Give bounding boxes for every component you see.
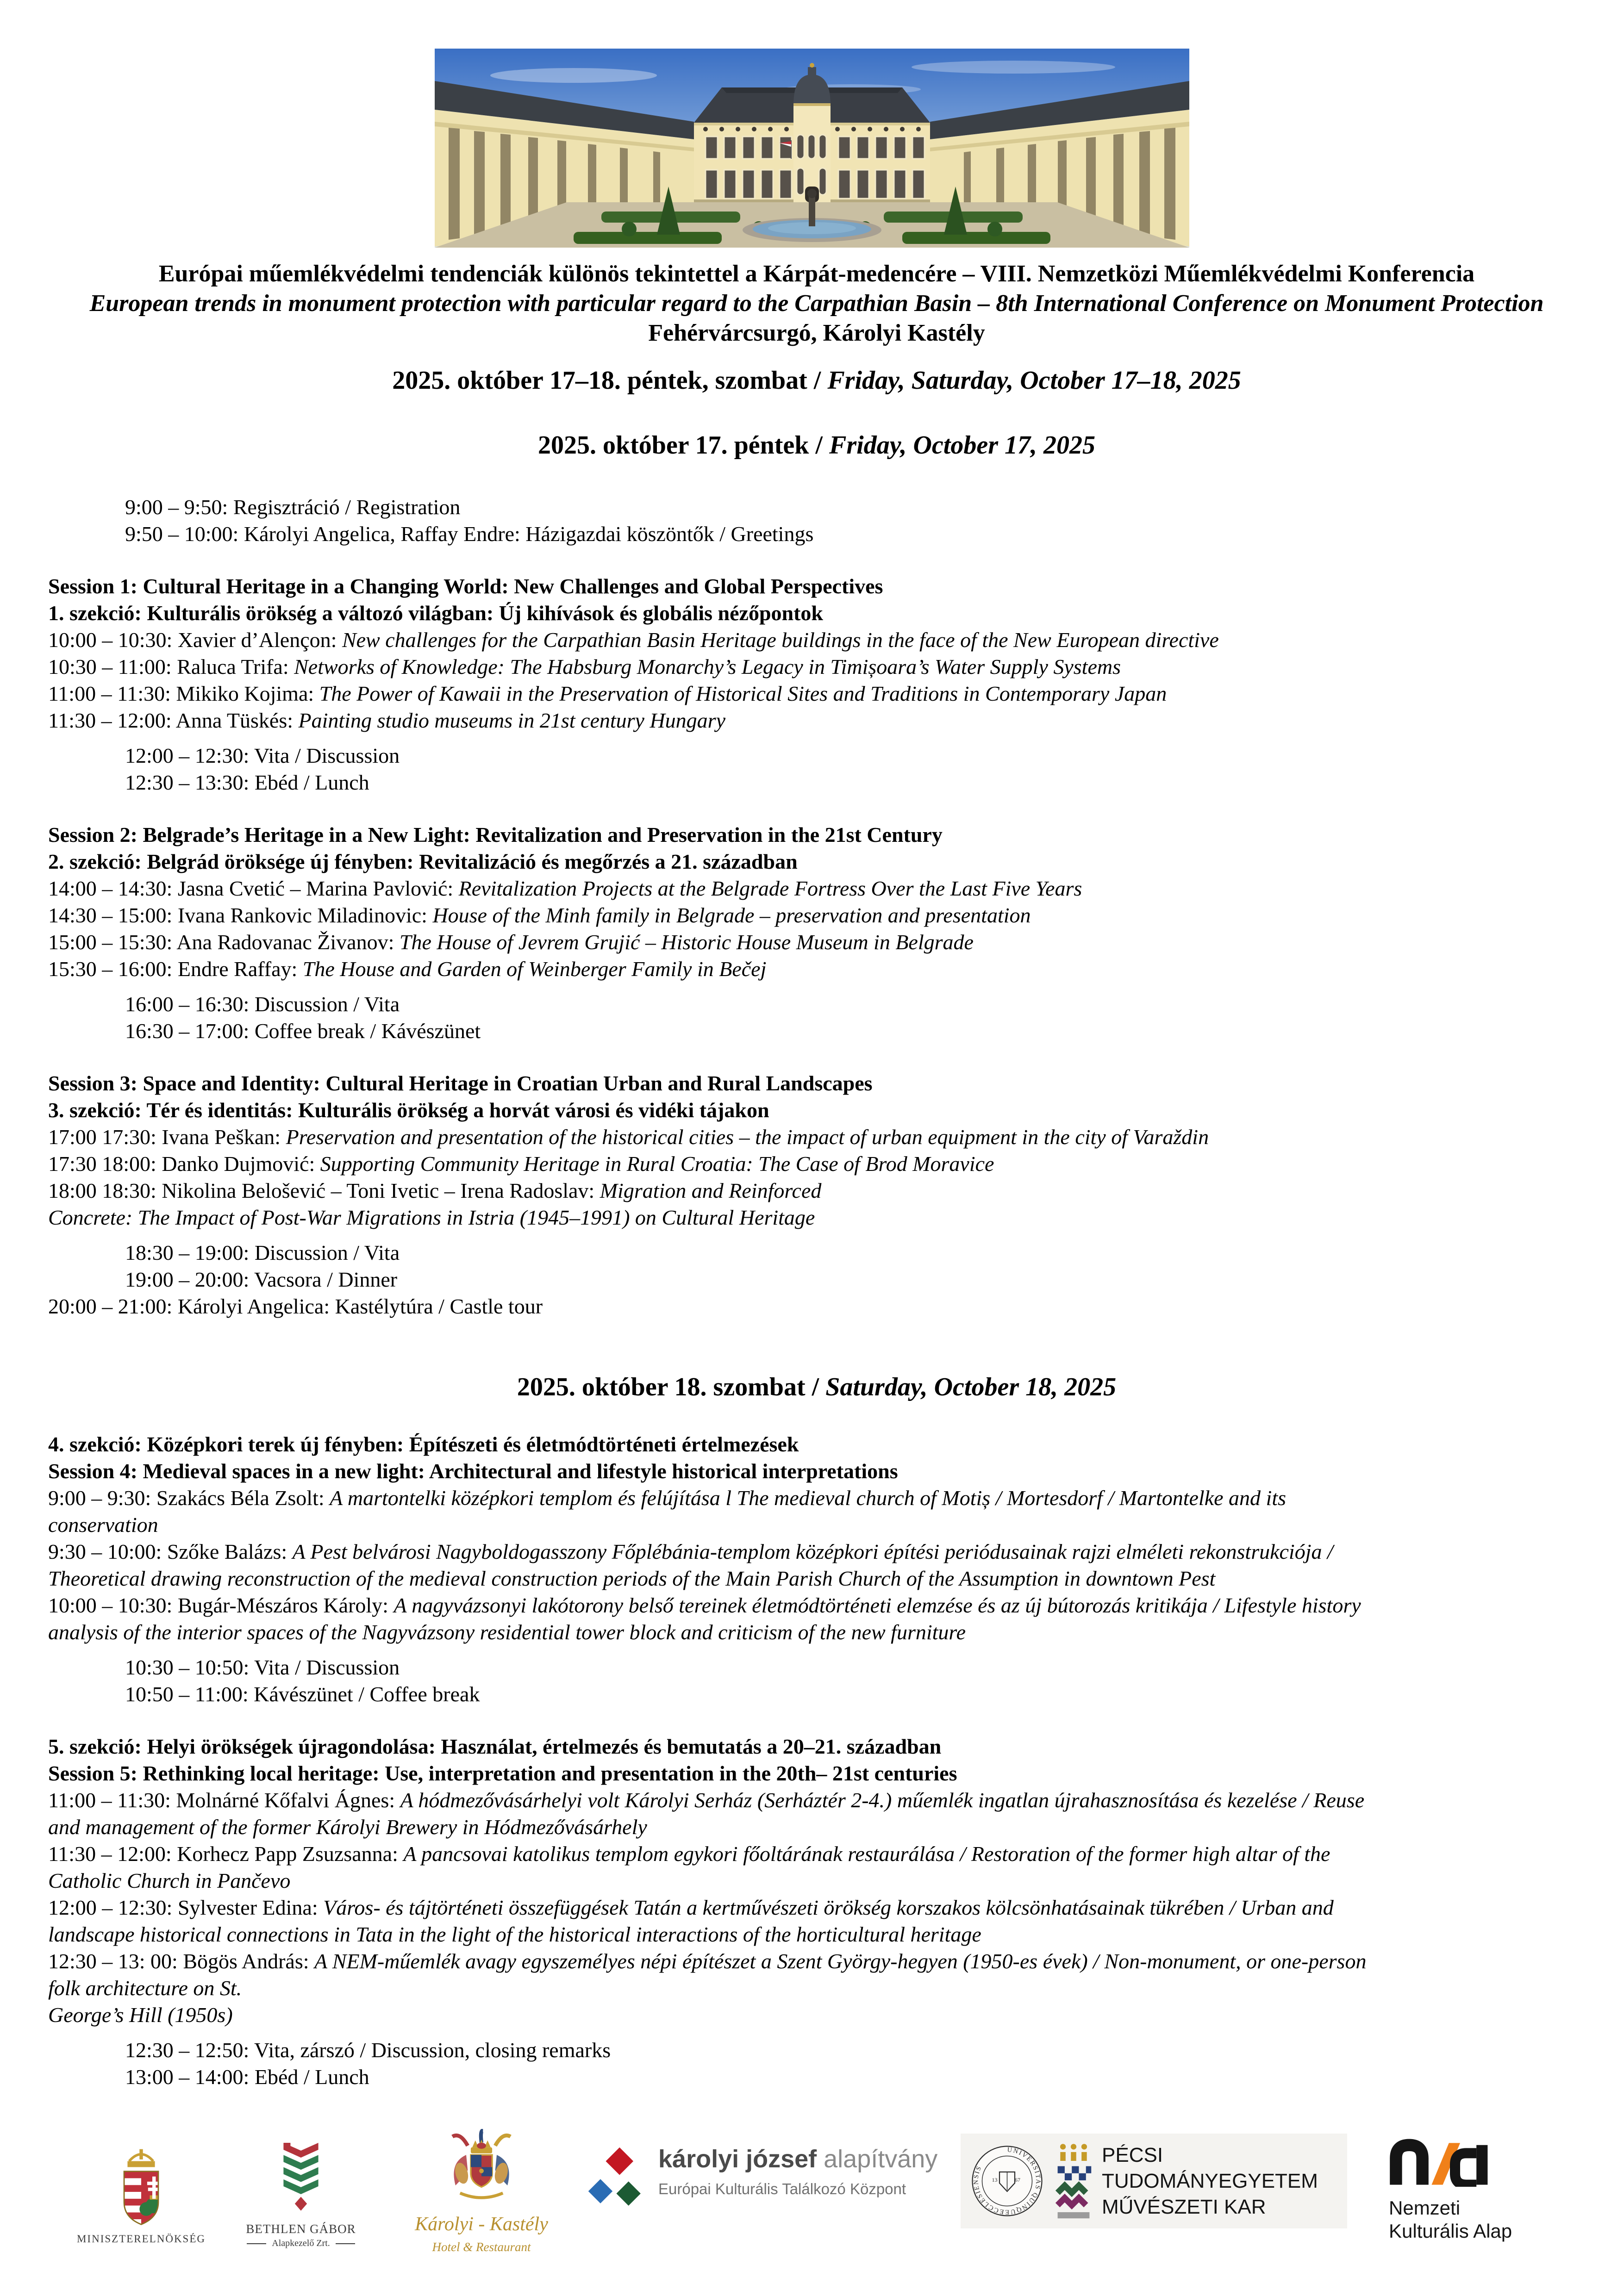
text-segment: 12:30 – 12:50: Vita, zárszó / Discussion, closing remarks [125,2038,611,2062]
talk-continuation [48,2002,1585,2028]
text-segment: Catholic Church in Pančevo [48,1869,291,1892]
text-segment: Theoretical drawing reconstruction of the medieval construction periods of the Main Parish Church of the Assumption in downtown Pest [48,1567,1216,1590]
program-content [48,259,1585,2091]
text-segment: 10:30 – 11:00: Raluca Trifa: [48,655,294,678]
conference-dates [48,364,1585,397]
pte-line3: MŰVÉSZETI KAR [1102,2195,1266,2218]
talk-line [48,1538,1585,1565]
schedule-line [48,991,1585,1018]
talk-continuation [48,1565,1585,1592]
talk-line [48,1894,1585,1921]
talk-line [48,1948,1585,1975]
nka-line2: Kulturális Alap [1389,2220,1512,2242]
dates-en: Friday, Saturday, October 17–18, 2025 [827,366,1241,395]
text-segment: 4. szekció: Középkori terek új fényben: Építészeti és életmódtörténeti értelmezések [48,1432,799,1456]
text-segment: folk architecture on St. [48,1976,242,2000]
spacer [48,461,1585,494]
talk-line [48,653,1585,680]
text-segment: The House of Jevrem Grujić – Historic House Museum in Belgrade [399,930,974,954]
text-segment: 5. szekció: Helyi örökségek újragondolása: Használat, értelmezés és bemutatás a 20–21. században [48,1735,942,1758]
logo-miniszterelnokseg [69,2147,213,2245]
text-segment: Supporting Community Heritage in Rural Croatia: The Case of Brod Moravice [320,1152,994,1176]
bethlen-gabor-ribbon-icon [281,2143,321,2216]
text-segment: House of the Minh family in Belgrade – preservation and presentation [432,903,1031,927]
talk-continuation [48,1512,1585,1538]
text-segment: A pancsovai katolikus templom egykori főoltárának restaurálása / Restoration of the former high altar of the [403,1842,1330,1866]
day-2-schedule [48,1431,1585,2091]
talk-continuation [48,1814,1585,1841]
logo-karolyi-jozsef-alapitvany [588,2145,977,2215]
day-1-schedule [48,494,1585,1320]
text-segment: 11:00 – 11:30: Mikiko Kojima: [48,682,319,705]
hungarian-coat-of-arms-icon [113,2147,169,2226]
pte-line1: PÉCSI [1102,2143,1163,2166]
kj-name-light: alapítvány [817,2145,938,2173]
text-segment: A NEM-műemlék avagy egyszemélyes népi építészet a Szent György-hegyen (1950-es évek) / Non-monument, or one-person [314,1949,1367,1973]
talk-continuation [48,1921,1585,1948]
talk-continuation [48,1867,1585,1894]
session-heading [48,821,1585,848]
day-2-header [48,1371,1585,1403]
spacer [48,796,1585,821]
conference-title-en: European trends in monument protection with particular regard to the Carpathian Basin – 8th International Conference on Monument Protection [89,290,1544,317]
schedule-line [48,1018,1585,1045]
text-segment: Session 3: Space and Identity: Cultural Heritage in Croatian Urban and Rural Landscapes [48,1071,873,1095]
talk-line [48,902,1585,929]
text-segment: 12:00 – 12:30: Vita / Discussion [125,744,400,767]
text-segment: 10:50 – 11:00: Kávészünet / Coffee break [125,1682,480,1706]
text-segment: conservation [48,1513,158,1537]
conference-title-hu: Európai műemlékvédelmi tendenciák különös tekintettel a Kárpát-medencére – VIII. Nemzetközi Műemlékvédelmi Konferencia [158,261,1475,287]
text-segment: 1. szekció: Kulturális örökség a változó világban: Új kihívások és globális nézőpontok [48,601,824,625]
logo-pte-muveszeti-kar [961,2134,1347,2228]
logo-label-bethlen: BETHLEN GÁBOR [246,2222,356,2236]
castle-photo [435,49,1189,248]
text-segment: 15:30 – 16:00: Endre Raffay: [48,957,303,981]
logo-karolyi-kastely [394,2129,569,2254]
text-segment: A martontelki középkori templom és felújítása l The medieval church of Motiș / Mortesdorf / Martontelke and its [330,1486,1287,1510]
text-segment: 11:30 – 12:00: Anna Tüskés: [48,709,299,732]
dates-hu: 2025. október 17–18. péntek, szombat / [392,366,828,395]
text-segment: analysis of the interior spaces of the Nagyvázsony residential tower block and criticism of the new furniture [48,1620,966,1644]
svg-text:13: 13 [992,2177,998,2183]
pte-wordmark [1102,2142,1318,2220]
text-segment: Preservation and presentation of the historical cities – the impact of urban equipment in the city of Varaždin [286,1125,1209,1149]
svg-text:67: 67 [1015,2177,1020,2183]
session-heading [48,573,1585,600]
text-segment: 16:00 – 16:30: Discussion / Vita [125,992,400,1016]
spacer [48,548,1585,573]
spacer [48,397,1585,429]
talk-continuation [48,1204,1585,1231]
schedule-line [48,1654,1585,1681]
castle-photo-illustration [435,49,1189,248]
session-heading [48,1097,1585,1124]
talk-line [48,1151,1585,1177]
talk-line [48,627,1585,653]
text-segment: Networks of Knowledge: The Habsburg Monarchy’s Legacy in Timișoara’s Water Supply Systems [294,655,1121,678]
text-segment: 14:00 – 14:30: Jasna Cvetić – Marina Pavlović: [48,877,459,900]
spacer [48,734,1585,742]
text-segment: 18:30 – 19:00: Discussion / Vita [125,1241,400,1264]
text-segment: 13:00 – 14:00: Ebéd / Lunch [125,2065,369,2089]
day-1-section [48,429,1585,1320]
text-segment: landscape historical connections in Tata in the light of the historical interactions of the horticultural heritage [48,1923,981,1946]
text-segment: Session 1: Cultural Heritage in a Changing World: New Challenges and Global Perspectives [48,574,883,598]
text-segment: A hódmezővásárhelyi volt Károlyi Serház (Serháztér 2-4.) műemlék ingatlan újrahasznosítása és kezelése / Reuse [400,1788,1365,1812]
day-1-header-hu: 2025. október 17. péntek / [538,431,829,460]
session-heading [48,1431,1585,1458]
schedule-line [48,742,1585,769]
sponsor-logos [0,2129,1624,2296]
session-heading [48,1733,1585,1760]
text-segment: 2. szekció: Belgrád öröksége új fényben: Revitalizáció és megőrzés a 21. században [48,850,798,873]
spacer [48,2028,1585,2037]
spacer [48,348,1585,364]
pte-line2: TUDOMÁNYEGYETEM [1102,2169,1318,2192]
talk-continuation [48,1619,1585,1646]
text-segment: 14:30 – 15:00: Ivana Rankovic Miladinovic: [48,903,433,927]
text-segment: 11:00 – 11:30: Molnárné Kőfalvi Ágnes: [48,1788,400,1812]
talk-line [48,875,1585,902]
text-segment: 9:30 – 10:00: Szőke Balázs: [48,1540,293,1563]
text-segment: 9:00 – 9:30: Szakács Béla Zsolt: [48,1486,330,1510]
text-segment: Város- és tájtörténeti összefüggések Tatán a kertművészeti örökség korszakos kölcsönhatásainak tükrében / Urban and [323,1896,1334,1919]
text-segment: Painting studio museums in 21st century Hungary [298,709,725,732]
text-segment: 9:00 – 9:50: Regisztráció / Registration [125,495,461,519]
text-segment: 19:00 – 20:00: Vacsora / Dinner [125,1268,398,1291]
kj-name-bold: károlyi józsef [658,2145,817,2173]
nka-line1: Nemzeti [1389,2197,1461,2219]
text-segment: 10:00 – 10:30: Bugár-Mészáros Károly: [48,1593,394,1617]
spacer [48,1646,1585,1654]
schedule-line [48,769,1585,796]
text-segment: 16:30 – 17:00: Coffee break / Kávészünet [125,1019,481,1043]
day-1-header-en: Friday, October 17, 2025 [829,431,1095,460]
text-segment: 10:00 – 10:30: Xavier d’Alençon: [48,628,342,652]
text-segment: 12:30 – 13:30: Ebéd / Lunch [125,771,369,794]
schedule-line [48,2037,1585,2064]
text-segment: 12:00 – 12:30: Sylvester Edina: [48,1896,324,1919]
talk-line [48,956,1585,983]
schedule-line [48,494,1585,521]
talk-continuation [48,1975,1585,2002]
session-heading [48,1070,1585,1097]
text-segment: 11:30 – 12:00: Korhecz Papp Zsuzsanna: [48,1842,404,1866]
text-segment: 18:00 18:30: Nikolina Belošević – Toni Ivetic – Irena Radoslav: [48,1179,600,1202]
text-segment: and management of the former Károlyi Brewery in Hódmezővásárhely [48,1815,647,1839]
schedule-line [48,1239,1585,1266]
nka-glyph-icon [1389,2136,1491,2187]
talk-line [48,1787,1585,1814]
day-2-header-hu: 2025. október 18. szombat / [517,1373,826,1401]
text-segment: New challenges for the Carpathian Basin Heritage buildings in the face of the New European directive [342,628,1219,652]
day-2-header-en: Saturday, October 18, 2025 [825,1373,1117,1401]
schedule-line [48,1266,1585,1293]
schedule-line [48,521,1585,548]
spacer [48,983,1585,991]
nka-wordmark [1389,2196,1583,2243]
text-segment: Session 4: Medieval spaces in a new light: Architectural and lifestyle historical interpretations [48,1459,898,1483]
talk-line [48,1841,1585,1867]
text-segment: A Pest belvárosi Nagyboldogasszony Főplébánia-templom középkori építési periódusainak rajzi elméleti rekonstrukciója / [292,1540,1333,1563]
logo-label-kastely: Károlyi - Kastély [415,2214,548,2235]
logo-label-miniszterelnokseg: MINISZTERELNÖKSÉG [76,2233,206,2245]
schedule-line [48,1681,1585,1708]
text-segment: Migration and Reinforced [600,1179,822,1202]
karolyi-crest-icon [442,2129,521,2205]
spacer [48,1231,1585,1239]
talk-line [48,1592,1585,1619]
text-segment: 3. szekció: Tér és identitás: Kulturális örökség a horvát városi és vidéki tájakon [48,1098,769,1122]
spacer [48,1403,1585,1431]
text-segment: Concrete: The Impact of Post-War Migrations in Istria (1945–1991) on Cultural Heritage [48,1206,815,1229]
logo-nka [1389,2136,1583,2243]
text-segment: 17:30 18:00: Danko Dujmović: [48,1152,320,1176]
text-segment: 15:00 – 15:30: Ana Radovanac Živanov: [48,930,400,954]
text-segment: 20:00 – 21:00: Károlyi Angelica: Kastélytúra / Castle tour [48,1294,543,1318]
day-2-section [48,1371,1585,2091]
session-heading [48,600,1585,627]
talk-line [48,929,1585,956]
talk-line [48,1124,1585,1151]
text-segment: The Power of Kawaii in the Preservation of Historical Sites and Traditions in Contemporary Japan [319,682,1167,705]
session-heading [48,848,1585,875]
text-segment: The House and Garden of Weinberger Family in Bečej [302,957,767,981]
logo-sublabel-kastely: Hotel & Restaurant [432,2240,531,2254]
schedule-line [48,1293,1585,1320]
venue-line: Fehérvárcsurgó, Károlyi Kastély [648,320,985,346]
text-segment: A nagyvázsonyi lakótorony belső tereinek életmódtörténeti elemzése és az új bútorozás kritikája / Lifestyle history [394,1593,1361,1617]
text-segment: Session 5: Rethinking local heritage: Use, interpretation and presentation in the 20th– 21st centuries [48,1761,957,1785]
spacer [48,1045,1585,1070]
pte-color-bars-icon [1056,2141,1092,2221]
talk-line [48,1485,1585,1512]
spacer [48,1708,1585,1733]
seal-ring-text: UNIVERSITAS QUINQUEECCLESIENSIS [972,2146,1042,2216]
text-segment: 17:00 17:30: Ivana Peškan: [48,1125,286,1149]
talk-line [48,707,1585,734]
spacer [48,1320,1585,1371]
kj-sublabel: Európai Kulturális Találkozó Központ [658,2180,906,2197]
bethlen-sublabel-text: Alapkezelő Zrt. [272,2238,330,2248]
text-segment: 10:30 – 10:50: Vita / Discussion [125,1655,400,1679]
schedule-line [48,2064,1585,2091]
session-heading [48,1458,1585,1485]
day-1-header [48,429,1585,461]
talk-line [48,680,1585,707]
text-segment: Revitalization Projects at the Belgrade Fortress Over the Last Five Years [458,877,1082,900]
university-of-pecs-seal-icon [969,2143,1045,2219]
text-segment: 9:50 – 10:00: Károlyi Angelica, Raffay Endre: Házigazdai köszöntők / Greetings [125,522,814,546]
kj-text-block [658,2145,937,2198]
logo-sublabel-bethlen [231,2238,370,2249]
three-diamonds-icon [588,2145,643,2215]
text-segment: George’s Hill (1950s) [48,2003,233,2027]
talk-line [48,1177,1585,1204]
logo-bethlen-gabor [231,2143,370,2249]
kj-name-line [658,2145,937,2173]
text-segment: Session 2: Belgrade’s Heritage in a New Light: Revitalization and Preservation in the 21st Century [48,823,943,846]
text-segment: 12:30 – 13: 00: Bögös András: [48,1949,315,1973]
session-heading [48,1760,1585,1787]
